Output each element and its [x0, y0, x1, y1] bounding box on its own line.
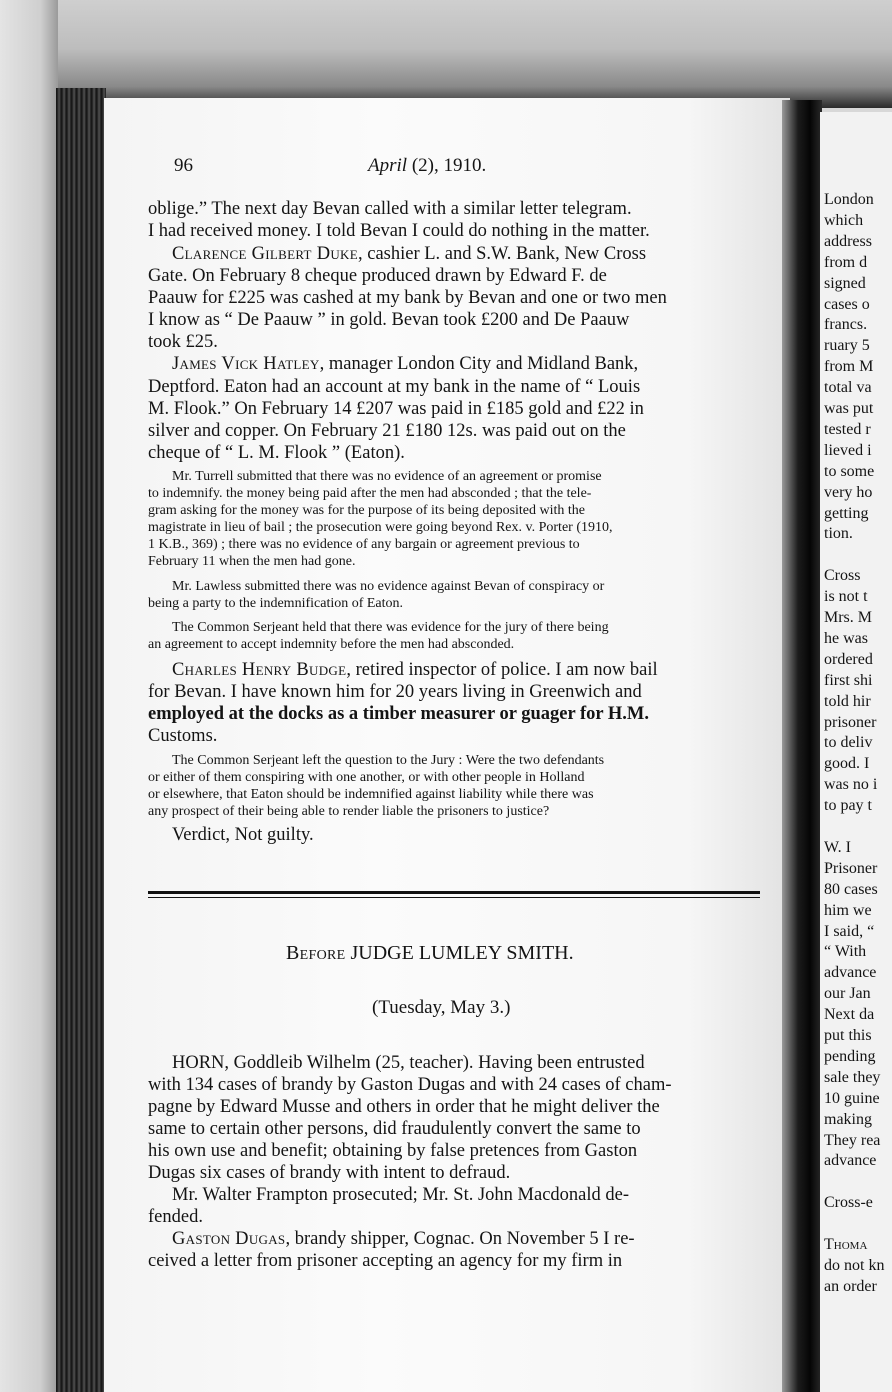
facing-page-line: very ho — [824, 483, 873, 501]
facing-page-line: cases o — [824, 295, 870, 313]
counsel-line: Mr. Walter Frampton prosecuted; Mr. St. John Macdonald de- — [172, 1185, 629, 1205]
facing-page-line: London — [824, 191, 874, 208]
indictment-line: with 134 cases of brandy by Gaston Dugas and with 24 cases of cham- — [148, 1075, 672, 1095]
counsel-line: fended. — [148, 1207, 203, 1227]
facing-page-line: put this — [824, 1027, 872, 1044]
scanner-background — [0, 0, 892, 108]
facing-page-line: to pay t — [824, 797, 872, 815]
indictment-line: HORN, Goddleib Wilhelm (25, teacher). Having been entrusted — [172, 1053, 645, 1073]
facing-page-line: making — [824, 1110, 872, 1128]
facing-page-line: he was — [824, 629, 868, 647]
note-line: or elsewhere, that Eaton should be indemnified against liability while there was — [148, 787, 594, 802]
body-line: for Bevan. I have known him for 20 years living in Greenwich and — [148, 682, 642, 702]
facing-page-line: prisoner — [824, 713, 877, 731]
facing-page-line: Cross — [824, 567, 861, 585]
facing-page-line: “ With — [824, 943, 867, 961]
note-line: to indemnify. the money being paid after the men had absconded ; that the tele- — [148, 486, 592, 501]
indictment-line: his own use and benefit; obtaining by false pretences from Gaston — [148, 1141, 638, 1161]
facing-page-line: pending — [824, 1047, 876, 1065]
witness-line: James Vick Hatley, manager London City and Midland Bank, — [172, 354, 639, 374]
indictment-line: pagne by Edward Musse and others in order that he might deliver the — [148, 1097, 660, 1117]
facing-page-line: advance — [824, 964, 877, 982]
facing-page-line: to deliv — [824, 734, 873, 752]
witness-line: Clarence Gilbert Duke, cashier L. and S.W. Bank, New Cross — [172, 244, 647, 264]
facing-page-line: total va — [824, 379, 872, 397]
running-head: April (2), 1910. — [368, 155, 487, 176]
facing-page-line: Next da — [824, 1006, 875, 1024]
left-margin — [0, 0, 58, 1392]
facing-page-line: to some — [824, 462, 875, 480]
facing-page-line: good. I — [824, 755, 870, 773]
body-line: ceived a letter from prisoner accepting an agency for my firm in — [148, 1251, 623, 1271]
witness-name: James Vick Hatley — [172, 354, 320, 374]
witness-line: Charles Henry Budge, retired inspector of police. I am now bail — [172, 660, 658, 680]
body-line: I know as “ De Paauw ” in gold. Bevan took £200 and De Paauw — [148, 310, 630, 330]
facing-page-line: I said, “ — [824, 922, 875, 940]
book-edge — [56, 88, 106, 1392]
note-line: any prospect of their being able to render liable the prisoners to justice? — [148, 804, 550, 819]
facing-page-line: was put — [824, 400, 874, 417]
verdict: Verdict, Not guilty. — [172, 825, 314, 845]
facing-page-line: an order — [824, 1277, 877, 1295]
witness-line: Gaston Dugas, brandy shipper, Cognac. On November 5 I re- — [172, 1229, 635, 1249]
facing-page-line: ruary 5 — [824, 337, 870, 355]
body-line: silver and copper. On February 21 £180 12s. was paid out on the — [148, 421, 626, 441]
body-line: employed at the docks as a timber measurer or guager for H.M. — [148, 704, 649, 724]
facing-page-line: Cross-e — [824, 1194, 873, 1212]
facing-page-line: address — [824, 232, 872, 250]
facing-page-line: tested r — [824, 420, 871, 438]
witness-name: Charles Henry Budge — [172, 660, 347, 680]
note-line: Mr. Lawless submitted there was no evidence against Bevan of conspiracy or — [172, 579, 605, 594]
note-line: gram asking for the money was for the purpose of its being deposited with the — [148, 503, 586, 518]
facing-page-line: lieved i — [824, 441, 872, 459]
body-line: I had received money. I told Bevan I could do nothing in the matter. — [148, 221, 650, 241]
book-gutter — [782, 100, 822, 1392]
facing-page-line: told hir — [824, 692, 871, 710]
indictment-line: Dugas six cases of brandy with intent to defraud. — [148, 1163, 511, 1183]
section-rule — [148, 891, 760, 894]
note-line: being a party to the indemnification of Eaton. — [148, 596, 404, 611]
body-line: took £25. — [148, 332, 218, 352]
facing-page-line: Prisoner — [824, 859, 878, 877]
facing-page-line: ordered — [824, 650, 873, 668]
facing-page-line: advance — [824, 1152, 877, 1170]
facing-page-line: from d — [824, 253, 868, 271]
facing-page-line: W. I — [824, 838, 851, 856]
section-rule-thin — [148, 897, 760, 898]
facing-page-line: 80 cases — [824, 880, 878, 898]
body-line: Customs. — [148, 726, 218, 746]
facing-page-line: 10 guine — [824, 1089, 880, 1107]
body-line: M. Flook.” On February 14 £207 was paid in £185 gold and £22 in — [148, 399, 644, 419]
facing-page-line: tion. — [824, 525, 853, 543]
note-line: The Common Serjeant left the question to the Jury : Were the two defendants — [172, 753, 605, 768]
facing-page-line: They rea — [824, 1131, 881, 1149]
facing-page-line: was no i — [824, 776, 878, 794]
facing-page-line: signed — [824, 274, 866, 292]
witness-name: Clarence Gilbert Duke — [172, 244, 358, 264]
note-line: 1 K.B., 369) ; there was no evidence of any bargain or agreement previous to — [148, 537, 580, 552]
facing-page-line: which — [824, 211, 864, 229]
note-line: February 11 when the men had gone. — [148, 554, 356, 569]
facing-page-fragment — [820, 112, 892, 1392]
note-line: The Common Serjeant held that there was evidence for the jury of there being — [172, 620, 609, 635]
facing-page-line: getting — [824, 504, 869, 522]
facing-page-line: from M — [824, 358, 874, 376]
session-date: (Tuesday, May 3.) — [372, 997, 511, 1018]
facing-page-line: our Jan — [824, 985, 871, 1003]
facing-page-line: Thoma — [824, 1236, 868, 1253]
facing-page-line: sale they — [824, 1068, 881, 1086]
note-line: or either of them conspiring with one another, or with other people in Holland — [148, 770, 585, 785]
witness-name: Gaston Dugas — [172, 1229, 286, 1249]
note-line: magistrate in lieu of bail ; the prosecution were going beyond Rex. v. Porter (1910, — [148, 520, 613, 535]
body-line: Paauw for £225 was cashed at my bank by Bevan and one or two men — [148, 288, 667, 308]
section-heading: Before JUDGE LUMLEY SMITH. — [286, 942, 574, 964]
body-line: Gate. On February 8 cheque produced drawn by Edward F. de — [148, 266, 607, 286]
facing-page-line: francs. — [824, 316, 868, 334]
facing-page-line: do not kn — [824, 1256, 885, 1274]
facing-page-line: is not t — [824, 588, 868, 606]
indictment-line: same to certain other persons, did fraudulently convert the same to — [148, 1119, 641, 1139]
body-line: cheque of “ L. M. Flook ” (Eaton). — [148, 443, 405, 463]
note-line: an agreement to accept indemnity before the men had absconded. — [148, 637, 515, 652]
note-line: Mr. Turrell submitted that there was no evidence of an agreement or promise — [172, 469, 602, 484]
facing-page-line: first shi — [824, 671, 873, 689]
facing-page-line: him we — [824, 901, 872, 919]
body-line: oblige.” The next day Bevan called with a similar letter telegram. — [148, 199, 632, 219]
facing-page-line: Mrs. M — [824, 609, 873, 626]
body-line: Deptford. Eaton had an account at my bank in the name of “ Louis — [148, 377, 641, 397]
page-number: 96 — [174, 155, 193, 176]
